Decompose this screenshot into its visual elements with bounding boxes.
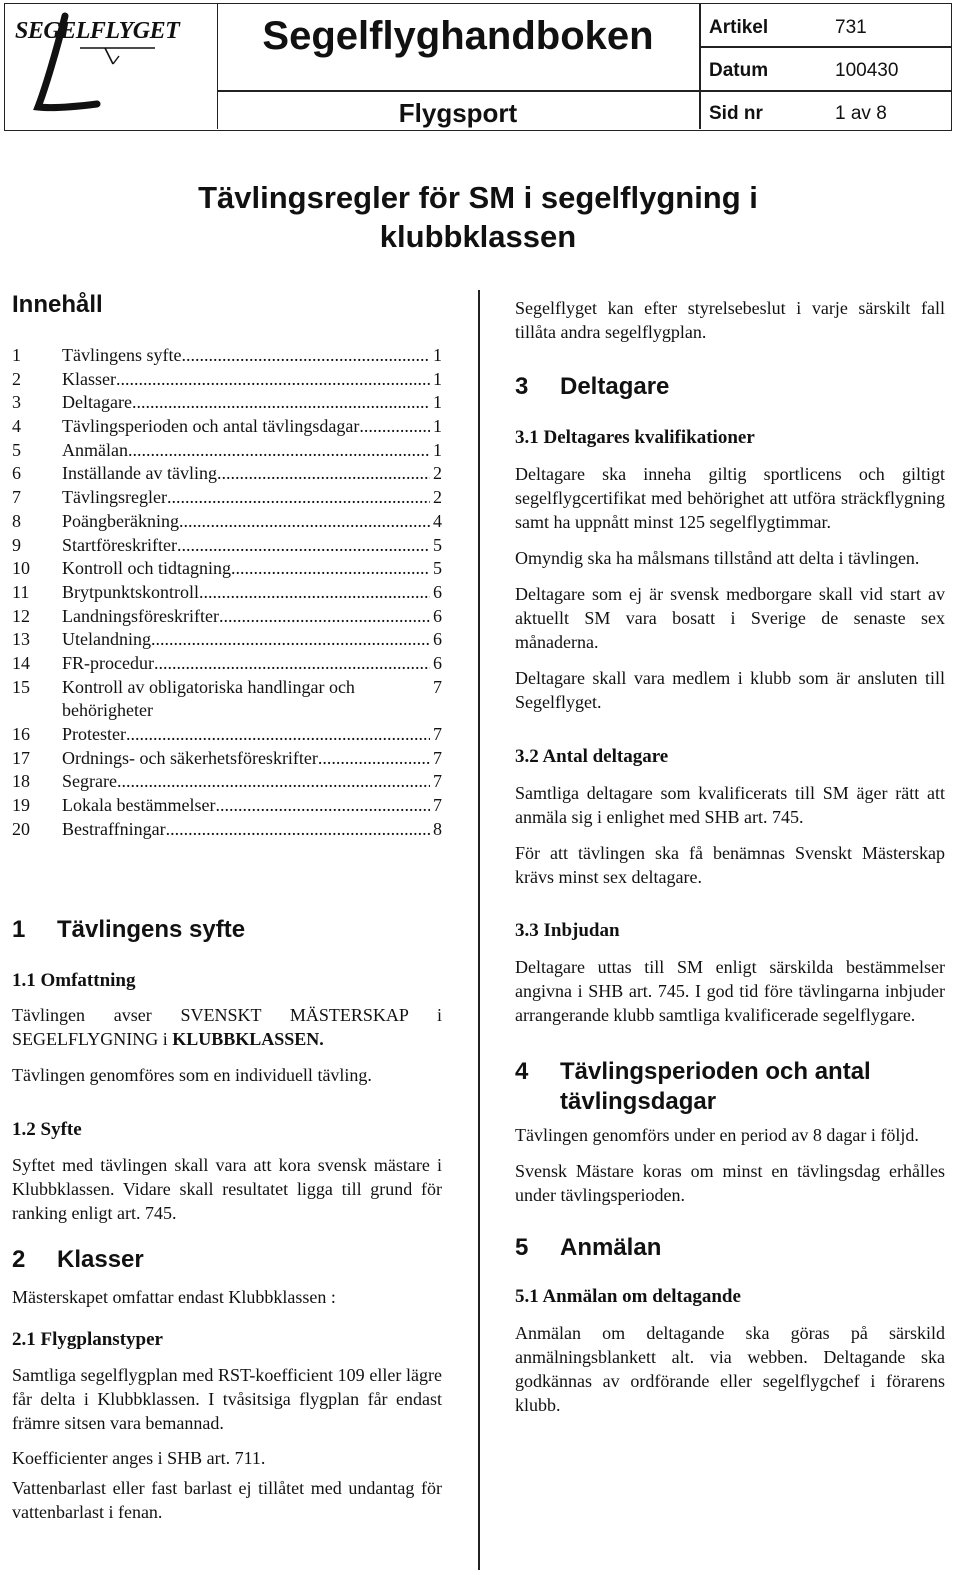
- section-number: 3: [515, 373, 529, 400]
- toc-item-page: 1: [433, 392, 442, 413]
- toc-item-label: Deltagare: [62, 392, 132, 413]
- section-heading: [12, 1245, 442, 1275]
- toc-item-number: 2: [12, 368, 21, 389]
- toc-item-number: 10: [12, 558, 30, 579]
- paragraph: Deltagare ska inneha giltig sportlicens och giltigt segelflygcertifikat med behörighet att utföra sträckflygning samt ha uppnått minst 125 segelflygtimmar.: [515, 464, 945, 532]
- toc-item-label: Kontroll av obligatoriska handlingar och behörigheter: [62, 676, 355, 721]
- paragraph-emphasis: KLUBBKLASSEN.: [172, 1029, 324, 1050]
- paragraph-text: Tävlingen avser SVENSKT MÄSTERSKAP i SEGELFLYGNING i: [12, 1005, 442, 1050]
- section-heading: [515, 372, 945, 402]
- logo-text: SEGELFLYGET: [15, 18, 180, 44]
- toc-item-page: 7: [433, 724, 442, 745]
- toc-item-label-wrap: [62, 415, 430, 439]
- header-divider: [699, 90, 951, 92]
- toc-leader-dots: [132, 391, 430, 415]
- toc-item-page: 7: [433, 795, 442, 816]
- toc-item-number: 20: [12, 818, 30, 839]
- subsection-heading: 5.1 Anmälan om deltagande: [515, 1286, 741, 1307]
- section-number: 2: [12, 1246, 26, 1274]
- toc-item-label: Brytpunktskontroll: [62, 581, 200, 602]
- toc-item-number: 8: [12, 510, 21, 531]
- toc-leader-dots: [167, 486, 430, 510]
- toc-item-label: Tävlingsperioden och antal tävlingsdagar: [62, 416, 360, 437]
- toc-item-label-wrap: [62, 676, 430, 723]
- toc-leader-dots: [177, 534, 430, 558]
- toc-item-number: 11: [12, 581, 30, 602]
- toc-item-label-wrap: [62, 510, 430, 534]
- toc-item-page: 4: [433, 510, 442, 531]
- toc-leader-dots: [215, 794, 430, 818]
- toc-item-label-wrap: [62, 770, 430, 794]
- toc-item-page: 2: [433, 463, 442, 484]
- toc-item-number: 15: [12, 676, 30, 697]
- toc-item-label-wrap: [62, 391, 430, 415]
- toc-item[interactable]: [12, 439, 442, 463]
- toc-item-page: 1: [433, 368, 442, 389]
- section-number: 4: [515, 1058, 529, 1085]
- header-divider: [699, 4, 701, 129]
- toc-item-page: 2: [433, 487, 442, 508]
- document-title-line: Tävlingsregler för SM i segelflygning i: [198, 180, 758, 215]
- subsection-heading: 1.2 Syfte: [12, 1119, 82, 1141]
- section-number: 5: [515, 1234, 529, 1261]
- toc-item-number: 6: [12, 463, 21, 484]
- toc-leader-dots: [154, 652, 430, 676]
- toc-item-label: Protester: [62, 724, 126, 745]
- paragraph: Deltagare skall vara medlem i klubb som är ansluten till Segelflyget.: [515, 668, 945, 712]
- toc-item-label: Tävlingsregler: [62, 487, 167, 508]
- paragraph: Samtliga deltagare som kvalificerats till SM äger rätt att anmäla sig i enlighet med SHB art. 745.: [515, 783, 945, 827]
- right-column: [515, 296, 945, 1417]
- toc-item[interactable]: [12, 557, 442, 581]
- subsection-heading: 3.1 Deltagares kvalifikationer: [515, 427, 755, 448]
- toc-item-number: 12: [12, 605, 30, 626]
- toc-leader-dots: [231, 557, 430, 581]
- toc-item-label: Klasser: [62, 368, 116, 389]
- toc-item[interactable]: [12, 510, 442, 534]
- toc-item-number: 9: [12, 534, 21, 555]
- document-category: Flygsport: [398, 98, 518, 128]
- toc-item-label-wrap: [62, 723, 430, 747]
- toc-leader-dots: [151, 628, 430, 652]
- page-number-value: 1 av 8: [835, 103, 887, 124]
- section-title: Tävlingsperioden och antal tävlingsdagar: [560, 1058, 871, 1115]
- subsection-heading: 1.1 Omfattning: [12, 970, 136, 992]
- page-number-label: Sid nr: [709, 103, 763, 124]
- toc-item-number: 5: [12, 439, 21, 460]
- toc-item-number: 18: [12, 771, 30, 792]
- section-title: Deltagare: [560, 373, 670, 400]
- toc-item-page: 1: [433, 439, 442, 460]
- toc-item-label-wrap: [62, 605, 430, 629]
- section-heading: [515, 1233, 945, 1263]
- toc-item-number: 14: [12, 652, 30, 673]
- date-label: Datum: [709, 60, 769, 81]
- paragraph: Tävlingen genomföres som en individuell tävling.: [12, 1065, 372, 1086]
- toc-item-label-wrap: [62, 818, 430, 842]
- paragraph: Anmälan om deltagande ska göras på särskild anmälningsblankett alt. via webben. Deltagande ska godkännas av ordförande eller segelflygchef i förarens klubb.: [515, 1323, 945, 1415]
- toc-item-number: 4: [12, 416, 21, 437]
- toc-leader-dots: [179, 510, 430, 534]
- paragraph: Vattenbarlast eller fast barlast ej tillåtet med undantag för vattenbarlast i fenan.: [12, 1478, 442, 1523]
- toc-item-label-wrap: [62, 652, 430, 676]
- document-title: [0, 178, 956, 256]
- subsection-heading: 3.2 Antal deltagare: [515, 746, 669, 767]
- toc-item[interactable]: [12, 415, 442, 439]
- toc-item-label-wrap: [62, 747, 430, 771]
- document-title-line: klubbklassen: [379, 219, 577, 254]
- toc-item-label: Poängberäkning: [62, 510, 179, 531]
- toc-item-label: Inställande av tävling: [62, 463, 217, 484]
- logo-cell: [5, 4, 218, 129]
- toc-item-label-wrap: [62, 368, 430, 392]
- subsection-heading: 3.3 Inbjudan: [515, 920, 620, 941]
- date-value: 100430: [835, 60, 899, 81]
- toc-item-label: Startföreskrifter: [62, 534, 177, 555]
- toc-item[interactable]: [12, 676, 442, 723]
- toc-item-number: 3: [12, 392, 21, 413]
- paragraph: Svensk Mästare koras om minst en tävlingsdag erhålles under tävlingsperioden.: [515, 1161, 945, 1205]
- paragraph: För att tävlingen ska få benämnas Svenskt Mästerskap krävs minst sex deltagare.: [515, 843, 945, 887]
- toc-item[interactable]: [12, 581, 442, 605]
- paragraph: Syftet med tävlingen skall vara att kora svensk mästare i Klubbklassen. Vidare skall resultatet ligga till grund för ranking enligt art. 745.: [12, 1155, 442, 1224]
- left-column: [12, 288, 442, 1524]
- toc-item-label-wrap: [62, 344, 430, 368]
- toc-item-page: 1: [433, 345, 442, 365]
- toc-leader-dots: [126, 723, 430, 747]
- document-series-title: Segelflyghandboken: [262, 14, 654, 58]
- page-header: [4, 3, 952, 131]
- toc-item-label-wrap: [62, 557, 430, 581]
- paragraph: Samtliga segelflygplan med RST-koefficient 109 eller lägre får delta i Klubbklassen. I tvåsitsiga flygplan får endast främre sitsen vara bemannad.: [12, 1365, 442, 1434]
- toc-item-label: Tävlingens syfte: [62, 345, 182, 365]
- toc-item-label: Bestraffningar: [62, 818, 166, 839]
- toc-leader-dots: [219, 605, 430, 629]
- toc-item-label: Utelandning: [62, 629, 151, 650]
- toc-leader-dots: [166, 818, 430, 842]
- toc-item-label-wrap: [62, 462, 430, 486]
- section-title: Tävlingens syfte: [57, 916, 246, 944]
- toc-item-page: 7: [433, 676, 442, 697]
- paragraph: Koefficienter anges i SHB art. 711.: [12, 1448, 266, 1469]
- article-value: 731: [835, 17, 867, 38]
- toc-item[interactable]: [12, 605, 442, 629]
- toc-item-label-wrap: [62, 581, 430, 605]
- toc-item-label: Anmälan: [62, 439, 128, 460]
- toc-item[interactable]: [12, 462, 442, 486]
- toc-heading: Innehåll: [12, 291, 103, 318]
- paragraph: [12, 1003, 442, 1051]
- toc-item[interactable]: [12, 723, 442, 747]
- toc-item-label: Lokala bestämmelser: [62, 795, 216, 816]
- toc-item[interactable]: [12, 652, 442, 676]
- toc-item-page: 6: [433, 629, 442, 650]
- toc-item-label: Kontroll och tidtagning: [62, 558, 231, 579]
- toc-item-page: 7: [433, 747, 442, 768]
- toc-item[interactable]: [12, 486, 442, 510]
- toc-leader-dots: [116, 368, 430, 392]
- toc-item[interactable]: [12, 818, 442, 842]
- section-title: Klasser: [57, 1246, 144, 1274]
- toc-item-number: 17: [12, 747, 30, 768]
- toc-item-page: 6: [433, 581, 442, 602]
- paragraph: Segelflyget kan efter styrelsebeslut i varje särskilt fall tillåta andra segelflygplan.: [515, 298, 945, 342]
- toc-item-page: 1: [433, 416, 442, 437]
- toc-leader-dots: [199, 581, 430, 605]
- toc-leader-dots: [128, 439, 430, 463]
- subsection-heading: 2.1 Flygplanstyper: [12, 1329, 163, 1351]
- toc-item-label: FR-procedur: [62, 652, 154, 673]
- toc-item-number: 1: [12, 345, 21, 365]
- toc-item-label-wrap: [62, 486, 430, 510]
- toc-item-page: 7: [433, 771, 442, 792]
- toc-item[interactable]: [12, 628, 442, 652]
- toc-item[interactable]: [12, 747, 442, 771]
- toc-item-page: 8: [433, 818, 442, 839]
- toc-item-label: Ordnings- och säkerhetsföreskrifter: [62, 747, 318, 768]
- toc-leader-dots: [359, 415, 430, 439]
- toc-item[interactable]: [12, 391, 442, 415]
- section-heading: [12, 915, 442, 945]
- toc-item-number: 7: [12, 487, 21, 508]
- paragraph: Tävlingen genomförs under en period av 8 dagar i följd.: [515, 1125, 919, 1145]
- header-divider: [217, 90, 699, 92]
- toc-item[interactable]: [12, 794, 442, 818]
- toc-item[interactable]: [12, 534, 442, 558]
- table-of-contents: [12, 344, 442, 841]
- toc-item-label-wrap: [62, 534, 430, 558]
- article-label: Artikel: [709, 17, 769, 38]
- paragraph: Omyndig ska ha målsmans tillstånd att delta i tävlingen.: [515, 548, 920, 568]
- toc-item[interactable]: [12, 368, 442, 392]
- header-divider: [699, 46, 951, 48]
- toc-item-label-wrap: [62, 794, 430, 818]
- toc-item[interactable]: [12, 770, 442, 794]
- paragraph: Mästerskapet omfattar endast Klubbklassen :: [12, 1287, 336, 1308]
- column-divider: [478, 290, 480, 1570]
- toc-item-page: 5: [433, 534, 442, 555]
- paragraph: Deltagare uttas till SM enligt särskilda bestämmelser angivna i SHB art. 745. I god tid före tävlingarna inbjuder arrangerande klubb samtliga kvalificerade segelflygare.: [515, 957, 945, 1025]
- section-heading: [515, 1057, 945, 1117]
- toc-item-label: Landningsföreskrifter: [62, 605, 219, 626]
- toc-item[interactable]: [12, 344, 442, 368]
- section-title: Anmälan: [560, 1234, 662, 1261]
- toc-item-label: Segrare: [62, 771, 117, 792]
- toc-item-page: 6: [433, 605, 442, 626]
- toc-item-page: 5: [433, 558, 442, 579]
- paragraph: Deltagare som ej är svensk medborgare skall vid start av aktuellt SM vara bosatt i Sverige de senaste sex månaderna.: [515, 584, 945, 652]
- toc-item-page: 6: [433, 652, 442, 673]
- toc-leader-dots: [318, 747, 430, 771]
- toc-item-label-wrap: [62, 439, 430, 463]
- toc-leader-dots: [181, 344, 430, 368]
- toc-item-number: 19: [12, 795, 30, 816]
- toc-item-number: 16: [12, 724, 30, 745]
- toc-item-number: 13: [12, 629, 30, 650]
- toc-leader-dots: [117, 770, 430, 794]
- toc-leader-dots: [217, 462, 430, 486]
- section-number: 1: [12, 916, 26, 944]
- toc-item-label-wrap: [62, 628, 430, 652]
